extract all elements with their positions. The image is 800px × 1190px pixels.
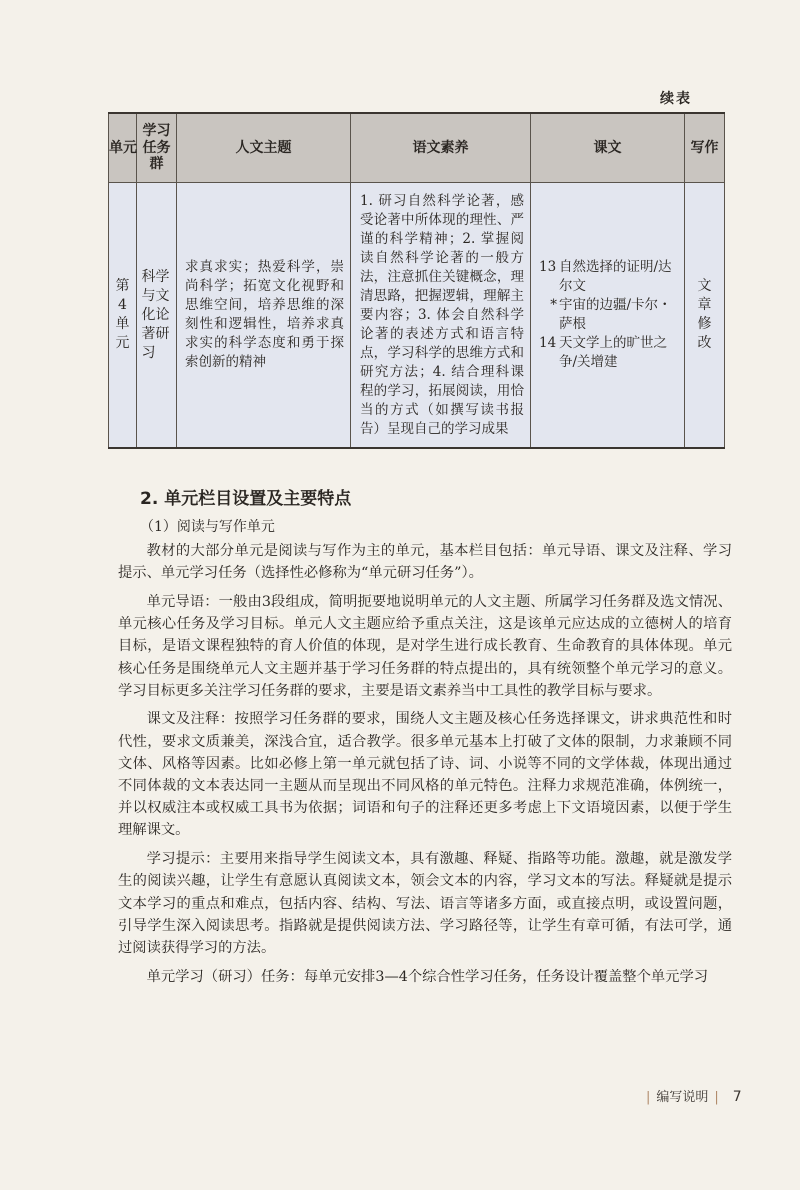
table-row (109, 183, 725, 449)
continued-label: 续表 (660, 91, 692, 107)
table-header-row (109, 113, 725, 183)
curriculum-table (108, 112, 725, 449)
cell-theme: 求真求实；热爱科学，崇尚科学；拓宽文化视野和思维空间，培养思维的深刻性和逻辑性，培养求真求实的科学态度和勇于探索创新的精神 (177, 183, 351, 449)
header-theme: 人文主题 (177, 113, 351, 183)
cell-lessons (531, 183, 685, 449)
page-footer (640, 1086, 742, 1105)
footer-divider: | (646, 1090, 651, 1105)
paragraph: 单元学习（研习）任务：每单元安排3—4个综合性学习任务，任务设计覆盖整个单元学习 (146, 968, 709, 985)
list-item: 14 天文学上的旷世之争/关增建 (539, 335, 667, 370)
list-item: * 宇宙的边疆/卡尔・萨根 (550, 297, 672, 332)
section-title: 2. 单元栏目设置及主要特点 (140, 489, 352, 509)
footer-section-name: 编写说明 (656, 1090, 709, 1105)
cell-task-group: 科学与文化论著研习 (137, 183, 177, 449)
paragraph: 单元导语：一般由3段组成，简明扼要地说明单元的人文主题、所属学习任务群及选文情况、单元核心任务及学习目标。单元人文主题应给予重点关注，这是该单元应达成的立德树人的培育目标，是语文课程独特的育人价值的体现，是对学生进行成长教育、生命教育的具体体现。单元核心任务是围绕单元人文主题并基于学习任务群的特点提出的，具有统领整个单元学习的意义。学习目标更多关注学习任务群的要求，主要是语文素养当中工具性的教学目标与要求。 (118, 593, 732, 699)
list-item: 13 自然选择的证明/达尔文 (539, 259, 672, 294)
cell-unit: 第4单元 (109, 183, 137, 449)
subsection-heading: （1）阅读与写作单元 (140, 519, 275, 535)
page-number: 7 (732, 1089, 742, 1105)
cell-literacy: 1. 研习自然科学论著，感受论著中所体现的理性、严谨的科学精神；2. 掌握阅读自然科学论著的一般方法，注意抓住关键概念，理清思路，把握逻辑，理解主要内容；3. 体会自然科学论著的表述方式和语言特点，学习科学的思维方式和研究方法；4. 结合理科课程的学习，拓展阅读，用恰当的方式（如撰写读书报告）呈现自己的学习成果 (351, 183, 531, 449)
body-text (118, 540, 732, 994)
header-writing: 写作 (685, 113, 725, 183)
header-lessons: 课文 (531, 113, 685, 183)
header-literacy: 语文素养 (351, 113, 531, 183)
footer-divider: | (714, 1090, 719, 1105)
header-unit: 单元 (109, 113, 137, 183)
lesson-list (531, 258, 684, 372)
paragraph: 学习提示：主要用来指导学生阅读文本，具有激趣、释疑、指路等功能。激趣，就是激发学生的阅读兴趣，让学生有意愿认真阅读文本，领会文本的内容，学习文本的写法。释疑就是提示文本学习的重点和难点，包括内容、结构、写法、语言等诸多方面，或直接点明，或设置问题，引导学生深入阅读思考。指路就是提供阅读方法、学习路径等，让学生有章可循，有法可学，通过阅读获得学习的方法。 (118, 851, 732, 956)
paragraph: 课文及注释：按照学习任务群的要求，围绕人文主题及核心任务选择课文，讲求典范性和时代性，要求文质兼美，深浅合宜，适合教学。很多单元基本上打破了文体的限制，力求兼顾不同文体、风格等因素。比如必修上第一单元就包括了诗、词、小说等不同的文学体裁，体现出通过不同体裁的文本表达同一主题从而呈现出不同风格的单元特色。注释力求规范准确，体例统一，并以权威注本或权威工具书为依据；词语和句子的注释还更多考虑上下文语境因素，以便于学生理解课文。 (118, 711, 732, 839)
paragraph: 教材的大部分单元是阅读与写作为主的单元，基本栏目包括：单元导语、课文及注释、学习提示、单元学习任务（选择性必修称为“单元研习任务”）。 (118, 543, 732, 582)
cell-writing: 文章修改 (685, 183, 725, 449)
header-task-group: 学习任务群 (137, 113, 177, 183)
